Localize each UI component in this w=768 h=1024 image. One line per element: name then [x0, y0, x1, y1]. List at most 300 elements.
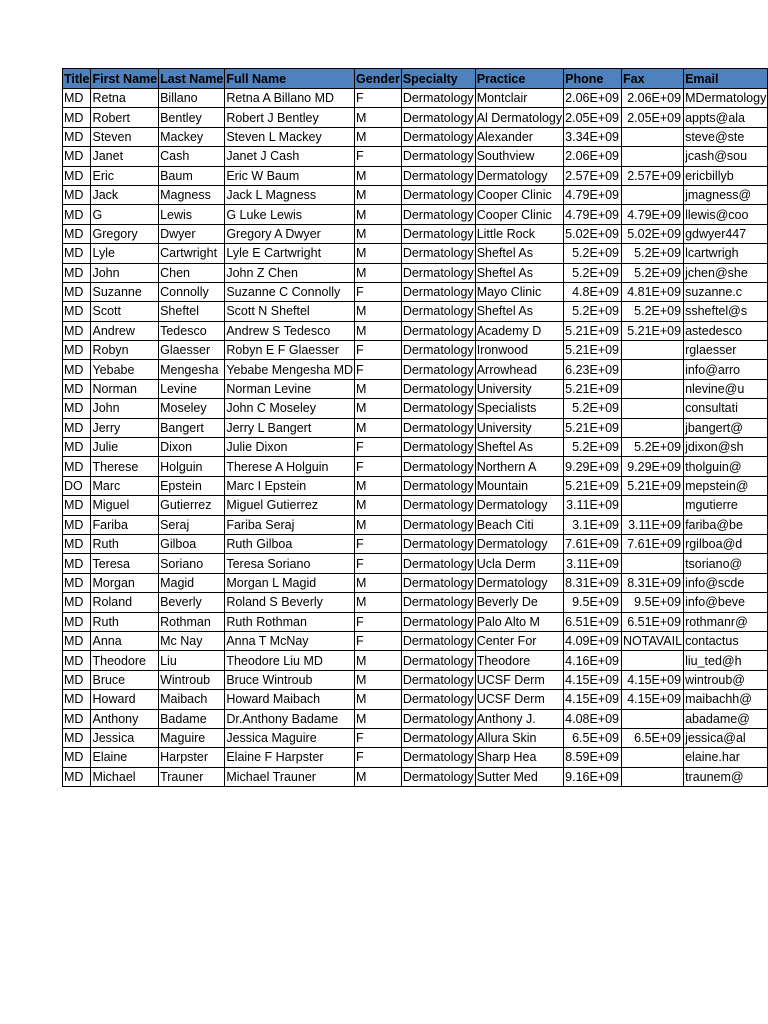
cell-fax[interactable]: 9.5E+09 — [622, 593, 684, 612]
cell-fax[interactable] — [622, 127, 684, 146]
cell-practice[interactable]: Beach Citi — [475, 515, 563, 534]
cell-title[interactable]: MD — [63, 515, 91, 534]
cell-email[interactable]: nlevine@u — [684, 379, 768, 398]
cell-practice[interactable]: UCSF Derm — [475, 690, 563, 709]
cell-gender[interactable]: F — [355, 534, 402, 553]
cell-specialty[interactable]: Dermatology — [401, 438, 475, 457]
cell-last-name[interactable]: Mengesha — [159, 360, 225, 379]
cell-full-name[interactable]: Yebabe Mengesha MD — [225, 360, 355, 379]
cell-last-name[interactable]: Cash — [159, 147, 225, 166]
cell-specialty[interactable]: Dermatology — [401, 321, 475, 340]
cell-first-name[interactable]: John — [91, 263, 159, 282]
cell-practice[interactable]: Palo Alto M — [475, 612, 563, 631]
cell-specialty[interactable]: Dermatology — [401, 418, 475, 437]
cell-practice[interactable]: Sharp Hea — [475, 748, 563, 767]
cell-email[interactable]: llewis@coo — [684, 205, 768, 224]
cell-fax[interactable]: 9.29E+09 — [622, 457, 684, 476]
header-gender[interactable]: Gender — [355, 69, 402, 89]
cell-practice[interactable]: Cooper Clinic — [475, 205, 563, 224]
cell-specialty[interactable]: Dermatology — [401, 651, 475, 670]
header-last-name[interactable]: Last Name — [159, 69, 225, 89]
cell-email[interactable]: wintroub@ — [684, 670, 768, 689]
cell-email[interactable]: jcash@sou — [684, 147, 768, 166]
header-specialty[interactable]: Specialty — [401, 69, 475, 89]
cell-email[interactable]: tsoriano@ — [684, 554, 768, 573]
cell-email[interactable]: jchen@she — [684, 263, 768, 282]
cell-specialty[interactable]: Dermatology — [401, 515, 475, 534]
cell-full-name[interactable]: Elaine F Harpster — [225, 748, 355, 767]
cell-gender[interactable]: F — [355, 147, 402, 166]
cell-email[interactable]: tholguin@ — [684, 457, 768, 476]
cell-title[interactable]: MD — [63, 127, 91, 146]
cell-last-name[interactable]: Tedesco — [159, 321, 225, 340]
cell-last-name[interactable]: Epstein — [159, 476, 225, 495]
cell-email[interactable]: rgilboa@d — [684, 534, 768, 553]
cell-fax[interactable]: 4.81E+09 — [622, 282, 684, 301]
cell-phone[interactable]: 2.06E+09 — [564, 89, 622, 108]
cell-title[interactable]: MD — [63, 612, 91, 631]
cell-phone[interactable]: 6.5E+09 — [564, 728, 622, 747]
cell-full-name[interactable]: Miguel Gutierrez — [225, 496, 355, 515]
cell-practice[interactable]: University — [475, 379, 563, 398]
cell-email[interactable]: abadame@ — [684, 709, 768, 728]
cell-phone[interactable]: 6.23E+09 — [564, 360, 622, 379]
cell-email[interactable]: jessica@al — [684, 728, 768, 747]
cell-phone[interactable]: 4.15E+09 — [564, 690, 622, 709]
cell-first-name[interactable]: Marc — [91, 476, 159, 495]
cell-full-name[interactable]: Norman Levine — [225, 379, 355, 398]
cell-fax[interactable]: 5.2E+09 — [622, 438, 684, 457]
cell-full-name[interactable]: Gregory A Dwyer — [225, 224, 355, 243]
cell-practice[interactable]: Dermatology — [475, 496, 563, 515]
cell-last-name[interactable]: Seraj — [159, 515, 225, 534]
cell-email[interactable]: consultati — [684, 399, 768, 418]
cell-gender[interactable]: M — [355, 573, 402, 592]
cell-gender[interactable]: M — [355, 166, 402, 185]
cell-phone[interactable]: 5.21E+09 — [564, 476, 622, 495]
cell-email[interactable]: jmagness@ — [684, 185, 768, 204]
cell-specialty[interactable]: Dermatology — [401, 476, 475, 495]
cell-first-name[interactable]: Theodore — [91, 651, 159, 670]
cell-email[interactable]: jbangert@ — [684, 418, 768, 437]
cell-practice[interactable]: Northern A — [475, 457, 563, 476]
header-fax[interactable]: Fax — [622, 69, 684, 89]
cell-last-name[interactable]: Maibach — [159, 690, 225, 709]
cell-first-name[interactable]: Fariba — [91, 515, 159, 534]
cell-specialty[interactable]: Dermatology — [401, 593, 475, 612]
cell-last-name[interactable]: Moseley — [159, 399, 225, 418]
cell-title[interactable]: MD — [63, 185, 91, 204]
cell-gender[interactable]: M — [355, 302, 402, 321]
cell-practice[interactable]: Dermatology — [475, 534, 563, 553]
cell-fax[interactable] — [622, 709, 684, 728]
cell-full-name[interactable]: Bruce Wintroub — [225, 670, 355, 689]
cell-full-name[interactable]: Michael Trauner — [225, 767, 355, 786]
cell-specialty[interactable]: Dermatology — [401, 127, 475, 146]
cell-practice[interactable]: Sheftel As — [475, 263, 563, 282]
cell-title[interactable]: DO — [63, 476, 91, 495]
cell-first-name[interactable]: Eric — [91, 166, 159, 185]
cell-fax[interactable]: 2.06E+09 — [622, 89, 684, 108]
cell-full-name[interactable]: Julie Dixon — [225, 438, 355, 457]
cell-fax[interactable]: 5.2E+09 — [622, 244, 684, 263]
cell-title[interactable]: MD — [63, 457, 91, 476]
cell-fax[interactable]: 5.21E+09 — [622, 476, 684, 495]
cell-first-name[interactable]: Gregory — [91, 224, 159, 243]
cell-title[interactable]: MD — [63, 573, 91, 592]
cell-specialty[interactable]: Dermatology — [401, 534, 475, 553]
cell-last-name[interactable]: Soriano — [159, 554, 225, 573]
cell-fax[interactable] — [622, 748, 684, 767]
cell-gender[interactable]: F — [355, 457, 402, 476]
cell-first-name[interactable]: G — [91, 205, 159, 224]
cell-title[interactable]: MD — [63, 438, 91, 457]
cell-last-name[interactable]: Chen — [159, 263, 225, 282]
cell-fax[interactable]: 3.11E+09 — [622, 515, 684, 534]
cell-fax[interactable]: NOTAVAIL — [622, 631, 684, 650]
cell-title[interactable]: MD — [63, 302, 91, 321]
cell-gender[interactable]: M — [355, 709, 402, 728]
cell-practice[interactable]: Dermatology — [475, 166, 563, 185]
cell-specialty[interactable]: Dermatology — [401, 166, 475, 185]
cell-full-name[interactable]: Therese A Holguin — [225, 457, 355, 476]
cell-first-name[interactable]: Janet — [91, 147, 159, 166]
cell-phone[interactable]: 8.31E+09 — [564, 573, 622, 592]
cell-title[interactable]: MD — [63, 321, 91, 340]
cell-practice[interactable]: Mayo Clinic — [475, 282, 563, 301]
cell-specialty[interactable]: Dermatology — [401, 244, 475, 263]
cell-specialty[interactable]: Dermatology — [401, 302, 475, 321]
cell-practice[interactable]: Mountain — [475, 476, 563, 495]
cell-practice[interactable]: Sheftel As — [475, 244, 563, 263]
cell-first-name[interactable]: Teresa — [91, 554, 159, 573]
cell-phone[interactable]: 5.2E+09 — [564, 438, 622, 457]
cell-title[interactable]: MD — [63, 282, 91, 301]
cell-title[interactable]: MD — [63, 670, 91, 689]
cell-gender[interactable]: F — [355, 748, 402, 767]
cell-first-name[interactable]: Jessica — [91, 728, 159, 747]
cell-email[interactable]: ssheftel@s — [684, 302, 768, 321]
cell-last-name[interactable]: Billano — [159, 89, 225, 108]
cell-last-name[interactable]: Rothman — [159, 612, 225, 631]
cell-last-name[interactable]: Dixon — [159, 438, 225, 457]
cell-full-name[interactable]: Andrew S Tedesco — [225, 321, 355, 340]
cell-full-name[interactable]: Teresa Soriano — [225, 554, 355, 573]
cell-practice[interactable]: Center For — [475, 631, 563, 650]
cell-first-name[interactable]: Anthony — [91, 709, 159, 728]
cell-fax[interactable]: 5.2E+09 — [622, 263, 684, 282]
cell-fax[interactable] — [622, 341, 684, 360]
cell-last-name[interactable]: Maguire — [159, 728, 225, 747]
cell-full-name[interactable]: Steven L Mackey — [225, 127, 355, 146]
cell-first-name[interactable]: Morgan — [91, 573, 159, 592]
cell-last-name[interactable]: Wintroub — [159, 670, 225, 689]
cell-email[interactable]: liu_ted@h — [684, 651, 768, 670]
cell-title[interactable]: MD — [63, 205, 91, 224]
cell-last-name[interactable]: Liu — [159, 651, 225, 670]
cell-last-name[interactable]: Bangert — [159, 418, 225, 437]
cell-email[interactable]: appts@ala — [684, 108, 768, 127]
cell-email[interactable]: astedesco — [684, 321, 768, 340]
cell-gender[interactable]: M — [355, 205, 402, 224]
cell-fax[interactable] — [622, 185, 684, 204]
cell-full-name[interactable]: Scott N Sheftel — [225, 302, 355, 321]
cell-gender[interactable]: F — [355, 282, 402, 301]
cell-practice[interactable]: Specialists — [475, 399, 563, 418]
cell-title[interactable]: MD — [63, 341, 91, 360]
cell-title[interactable]: MD — [63, 166, 91, 185]
cell-specialty[interactable]: Dermatology — [401, 263, 475, 282]
cell-practice[interactable]: University — [475, 418, 563, 437]
cell-practice[interactable]: UCSF Derm — [475, 670, 563, 689]
cell-gender[interactable]: M — [355, 321, 402, 340]
cell-first-name[interactable]: Elaine — [91, 748, 159, 767]
cell-title[interactable]: MD — [63, 690, 91, 709]
cell-title[interactable]: MD — [63, 147, 91, 166]
cell-last-name[interactable]: Levine — [159, 379, 225, 398]
cell-full-name[interactable]: Janet J Cash — [225, 147, 355, 166]
cell-full-name[interactable]: Jack L Magness — [225, 185, 355, 204]
cell-title[interactable]: MD — [63, 108, 91, 127]
cell-practice[interactable]: Al Dermatology — [475, 108, 563, 127]
cell-first-name[interactable]: Ruth — [91, 612, 159, 631]
cell-fax[interactable] — [622, 418, 684, 437]
cell-full-name[interactable]: Fariba Seraj — [225, 515, 355, 534]
cell-first-name[interactable]: Ruth — [91, 534, 159, 553]
cell-full-name[interactable]: Marc I Epstein — [225, 476, 355, 495]
cell-gender[interactable]: M — [355, 399, 402, 418]
cell-full-name[interactable]: Dr.Anthony Badame — [225, 709, 355, 728]
cell-last-name[interactable]: Sheftel — [159, 302, 225, 321]
cell-specialty[interactable]: Dermatology — [401, 360, 475, 379]
cell-gender[interactable]: M — [355, 496, 402, 515]
cell-phone[interactable]: 4.15E+09 — [564, 670, 622, 689]
cell-last-name[interactable]: Dwyer — [159, 224, 225, 243]
cell-specialty[interactable]: Dermatology — [401, 185, 475, 204]
cell-gender[interactable]: F — [355, 360, 402, 379]
cell-fax[interactable] — [622, 554, 684, 573]
cell-gender[interactable]: M — [355, 224, 402, 243]
cell-title[interactable]: MD — [63, 631, 91, 650]
cell-fax[interactable]: 2.57E+09 — [622, 166, 684, 185]
cell-gender[interactable]: M — [355, 476, 402, 495]
cell-practice[interactable]: Montclair — [475, 89, 563, 108]
cell-practice[interactable]: Theodore — [475, 651, 563, 670]
cell-first-name[interactable]: Anna — [91, 631, 159, 650]
cell-last-name[interactable]: Connolly — [159, 282, 225, 301]
cell-specialty[interactable]: Dermatology — [401, 147, 475, 166]
cell-gender[interactable]: M — [355, 690, 402, 709]
cell-gender[interactable]: M — [355, 593, 402, 612]
cell-fax[interactable]: 6.51E+09 — [622, 612, 684, 631]
cell-practice[interactable]: Ironwood — [475, 341, 563, 360]
cell-fax[interactable]: 4.15E+09 — [622, 690, 684, 709]
cell-email[interactable]: lcartwrigh — [684, 244, 768, 263]
cell-practice[interactable]: Ucla Derm — [475, 554, 563, 573]
cell-specialty[interactable]: Dermatology — [401, 631, 475, 650]
cell-specialty[interactable]: Dermatology — [401, 457, 475, 476]
cell-gender[interactable]: M — [355, 108, 402, 127]
cell-last-name[interactable]: Mc Nay — [159, 631, 225, 650]
cell-phone[interactable]: 3.11E+09 — [564, 496, 622, 515]
cell-full-name[interactable]: Roland S Beverly — [225, 593, 355, 612]
cell-title[interactable]: MD — [63, 767, 91, 786]
cell-gender[interactable]: M — [355, 244, 402, 263]
cell-title[interactable]: MD — [63, 244, 91, 263]
cell-title[interactable]: MD — [63, 89, 91, 108]
cell-first-name[interactable]: Therese — [91, 457, 159, 476]
cell-full-name[interactable]: John Z Chen — [225, 263, 355, 282]
cell-email[interactable]: MDermatology — [684, 89, 768, 108]
cell-gender[interactable]: M — [355, 263, 402, 282]
cell-specialty[interactable]: Dermatology — [401, 282, 475, 301]
cell-phone[interactable]: 8.59E+09 — [564, 748, 622, 767]
cell-fax[interactable] — [622, 399, 684, 418]
cell-practice[interactable]: Dermatology — [475, 573, 563, 592]
cell-email[interactable]: jdixon@sh — [684, 438, 768, 457]
cell-specialty[interactable]: Dermatology — [401, 341, 475, 360]
cell-title[interactable]: MD — [63, 651, 91, 670]
cell-phone[interactable]: 9.29E+09 — [564, 457, 622, 476]
cell-phone[interactable]: 4.8E+09 — [564, 282, 622, 301]
cell-specialty[interactable]: Dermatology — [401, 108, 475, 127]
cell-specialty[interactable]: Dermatology — [401, 728, 475, 747]
cell-email[interactable]: info@beve — [684, 593, 768, 612]
cell-phone[interactable]: 9.16E+09 — [564, 767, 622, 786]
cell-gender[interactable]: M — [355, 515, 402, 534]
cell-email[interactable]: maibachh@ — [684, 690, 768, 709]
cell-fax[interactable]: 2.05E+09 — [622, 108, 684, 127]
header-title[interactable]: Title — [63, 69, 91, 89]
cell-fax[interactable] — [622, 360, 684, 379]
header-first-name[interactable]: First Name — [91, 69, 159, 89]
header-full-name[interactable]: Full Name — [225, 69, 355, 89]
cell-first-name[interactable]: Retna — [91, 89, 159, 108]
cell-fax[interactable]: 4.79E+09 — [622, 205, 684, 224]
cell-last-name[interactable]: Magid — [159, 573, 225, 592]
cell-practice[interactable]: Alexander — [475, 127, 563, 146]
cell-phone[interactable]: 4.09E+09 — [564, 631, 622, 650]
cell-full-name[interactable]: John C Moseley — [225, 399, 355, 418]
cell-phone[interactable]: 5.21E+09 — [564, 379, 622, 398]
cell-last-name[interactable]: Badame — [159, 709, 225, 728]
cell-email[interactable]: info@arro — [684, 360, 768, 379]
cell-phone[interactable]: 5.02E+09 — [564, 224, 622, 243]
cell-title[interactable]: MD — [63, 418, 91, 437]
cell-last-name[interactable]: Mackey — [159, 127, 225, 146]
cell-full-name[interactable]: Morgan L Magid — [225, 573, 355, 592]
cell-phone[interactable]: 2.57E+09 — [564, 166, 622, 185]
cell-practice[interactable]: Arrowhead — [475, 360, 563, 379]
cell-specialty[interactable]: Dermatology — [401, 573, 475, 592]
cell-phone[interactable]: 2.05E+09 — [564, 108, 622, 127]
cell-phone[interactable]: 5.21E+09 — [564, 321, 622, 340]
cell-specialty[interactable]: Dermatology — [401, 709, 475, 728]
cell-gender[interactable]: F — [355, 438, 402, 457]
cell-gender[interactable]: M — [355, 185, 402, 204]
cell-full-name[interactable]: G Luke Lewis — [225, 205, 355, 224]
cell-title[interactable]: MD — [63, 360, 91, 379]
cell-last-name[interactable]: Baum — [159, 166, 225, 185]
cell-gender[interactable]: M — [355, 651, 402, 670]
cell-phone[interactable]: 5.2E+09 — [564, 263, 622, 282]
cell-specialty[interactable]: Dermatology — [401, 379, 475, 398]
cell-email[interactable]: suzanne.c — [684, 282, 768, 301]
header-email[interactable]: Email — [684, 69, 768, 89]
cell-title[interactable]: MD — [63, 748, 91, 767]
cell-email[interactable]: traunem@ — [684, 767, 768, 786]
cell-fax[interactable] — [622, 651, 684, 670]
cell-title[interactable]: MD — [63, 224, 91, 243]
cell-full-name[interactable]: Ruth Gilboa — [225, 534, 355, 553]
cell-full-name[interactable]: Lyle E Cartwright — [225, 244, 355, 263]
cell-phone[interactable]: 3.11E+09 — [564, 554, 622, 573]
cell-practice[interactable]: Sheftel As — [475, 302, 563, 321]
cell-specialty[interactable]: Dermatology — [401, 612, 475, 631]
cell-specialty[interactable]: Dermatology — [401, 670, 475, 689]
cell-email[interactable]: rothmanr@ — [684, 612, 768, 631]
cell-gender[interactable]: M — [355, 418, 402, 437]
cell-first-name[interactable]: Lyle — [91, 244, 159, 263]
cell-practice[interactable]: Sheftel As — [475, 438, 563, 457]
cell-full-name[interactable]: Jerry L Bangert — [225, 418, 355, 437]
cell-phone[interactable]: 5.21E+09 — [564, 418, 622, 437]
cell-last-name[interactable]: Cartwright — [159, 244, 225, 263]
cell-title[interactable]: MD — [63, 379, 91, 398]
cell-phone[interactable]: 5.2E+09 — [564, 399, 622, 418]
cell-last-name[interactable]: Glaesser — [159, 341, 225, 360]
cell-last-name[interactable]: Holguin — [159, 457, 225, 476]
cell-fax[interactable] — [622, 767, 684, 786]
cell-practice[interactable]: Little Rock — [475, 224, 563, 243]
cell-phone[interactable]: 4.79E+09 — [564, 205, 622, 224]
cell-fax[interactable] — [622, 147, 684, 166]
cell-practice[interactable]: Academy D — [475, 321, 563, 340]
cell-email[interactable]: fariba@be — [684, 515, 768, 534]
header-practice[interactable]: Practice — [475, 69, 563, 89]
cell-fax[interactable]: 7.61E+09 — [622, 534, 684, 553]
cell-email[interactable]: rglaesser — [684, 341, 768, 360]
cell-title[interactable]: MD — [63, 399, 91, 418]
cell-first-name[interactable]: Jerry — [91, 418, 159, 437]
cell-first-name[interactable]: John — [91, 399, 159, 418]
cell-first-name[interactable]: Bruce — [91, 670, 159, 689]
cell-practice[interactable]: Beverly De — [475, 593, 563, 612]
cell-first-name[interactable]: Julie — [91, 438, 159, 457]
cell-phone[interactable]: 4.16E+09 — [564, 651, 622, 670]
cell-full-name[interactable]: Eric W Baum — [225, 166, 355, 185]
cell-fax[interactable]: 6.5E+09 — [622, 728, 684, 747]
cell-email[interactable]: elaine.har — [684, 748, 768, 767]
cell-first-name[interactable]: Steven — [91, 127, 159, 146]
cell-first-name[interactable]: Scott — [91, 302, 159, 321]
cell-full-name[interactable]: Jessica Maguire — [225, 728, 355, 747]
cell-fax[interactable]: 5.2E+09 — [622, 302, 684, 321]
cell-first-name[interactable]: Yebabe — [91, 360, 159, 379]
cell-full-name[interactable]: Suzanne C Connolly — [225, 282, 355, 301]
cell-gender[interactable]: F — [355, 612, 402, 631]
cell-email[interactable]: contactus — [684, 631, 768, 650]
cell-practice[interactable]: Southview — [475, 147, 563, 166]
cell-first-name[interactable]: Robyn — [91, 341, 159, 360]
cell-first-name[interactable]: Norman — [91, 379, 159, 398]
cell-practice[interactable]: Anthony J. — [475, 709, 563, 728]
cell-last-name[interactable]: Beverly — [159, 593, 225, 612]
cell-last-name[interactable]: Magness — [159, 185, 225, 204]
cell-phone[interactable]: 6.51E+09 — [564, 612, 622, 631]
cell-fax[interactable] — [622, 496, 684, 515]
cell-fax[interactable] — [622, 379, 684, 398]
